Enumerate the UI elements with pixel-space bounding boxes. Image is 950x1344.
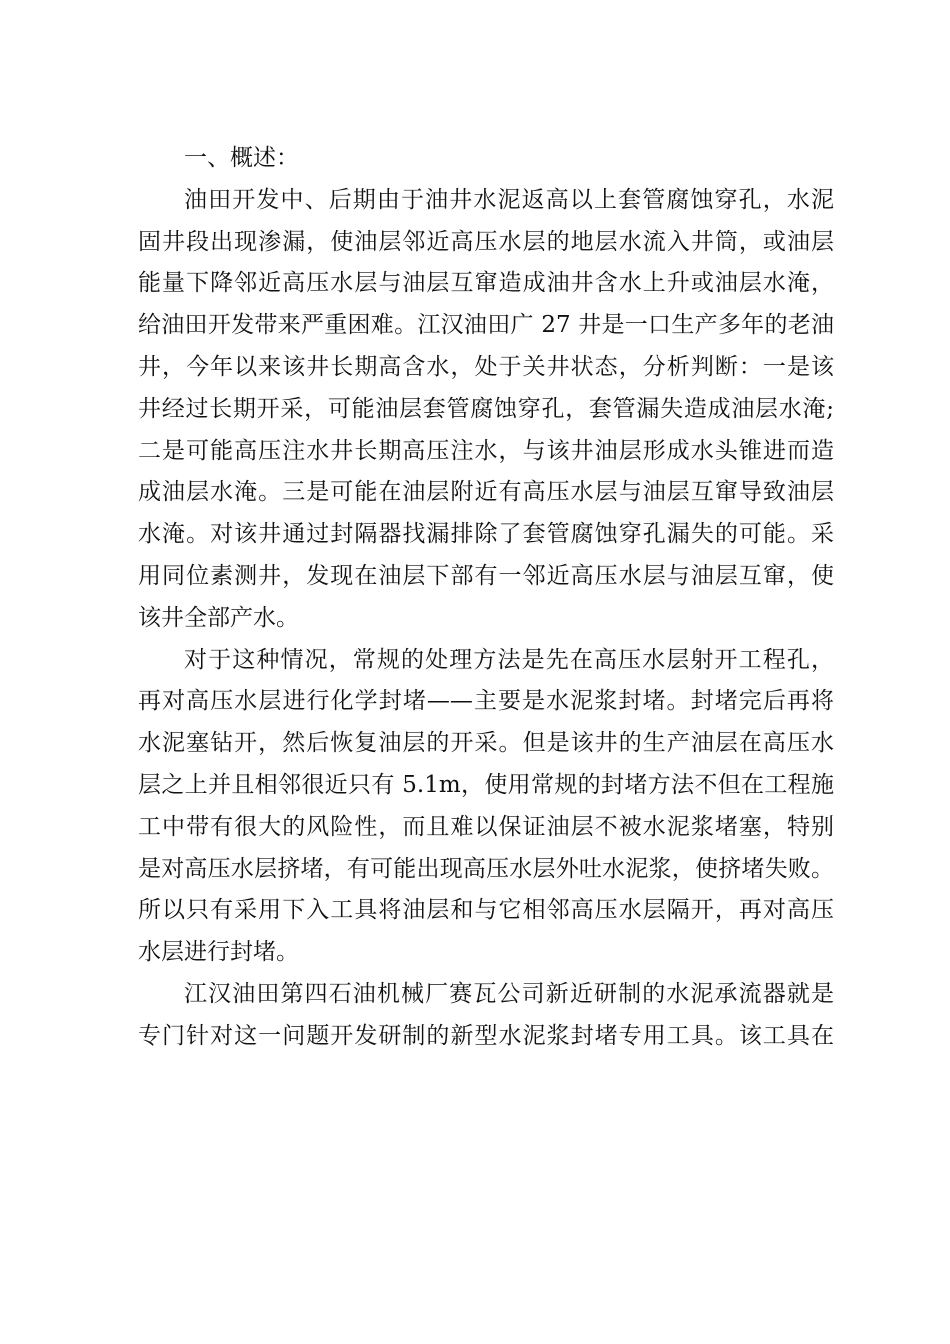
paragraph-line: 层之上并且相邻很近只有 5.1m，使用常规的封堵方法不但在工程施 [138,771,834,798]
paragraph-line: 对于这种情况，常规的处理方法是先在高压水层射开工程孔， [184,646,834,673]
paragraph-3 [138,974,834,1058]
paragraph-line: 是对高压水层挤堵，有可能出现高压水层外吐水泥浆，使挤堵失败。 [138,855,834,882]
paragraph-line: 油田开发中、后期由于油井水泥返高以上套管腐蚀穿孔，水泥 [184,186,834,213]
paragraph-1 [138,180,834,640]
paragraph-line: 给油田开发带来严重困难。江汉油田广 27 井是一口生产多年的老油 [138,312,834,339]
document-body [138,138,834,1058]
section-heading-wrapper [138,138,834,179]
paragraph-line: 专门针对这一问题开发研制的新型水泥浆封堵专用工具。该工具在 [138,1022,834,1049]
paragraph-line: 水泥塞钻开，然后恢复油层的开采。但是该井的生产油层在高压水 [138,730,834,757]
paragraph-line: 二是可能高压注水井长期高压注水，与该井油层形成水头锥进而造 [138,437,834,464]
paragraph-line: 固井段出现渗漏，使油层邻近高压水层的地层水流入井筒，或油层 [138,228,834,255]
paragraph-line: 水淹。对该井通过封隔器找漏排除了套管腐蚀穿孔漏失的可能。采 [138,521,834,548]
paragraph-line: 该井全部产水。 [138,604,299,631]
paragraph-line: 成油层水淹。三是可能在油层附近有高压水层与油层互窜导致油层 [138,479,834,506]
paragraph-line: 能量下降邻近高压水层与油层互窜造成油井含水上升或油层水淹， [138,270,834,297]
paragraph-line: 水层进行封堵。 [138,939,299,966]
paragraph-line: 井经过长期开采，可能油层套管腐蚀穿孔，套管漏失造成油层水淹; [138,395,834,422]
paragraph-line: 江汉油田第四石油机械厂赛瓦公司新近研制的水泥承流器就是 [184,980,834,1007]
paragraph-line: 再对高压水层进行化学封堵——主要是水泥浆封堵。封堵完后再将 [138,688,834,715]
section-heading: 一、概述： [184,145,299,171]
paragraph-line: 工中带有很大的风险性，而且难以保证油层不被水泥浆堵塞，特别 [138,813,834,840]
paragraph-line: 井，今年以来该井长期高含水，处于关井状态，分析判断：一是该 [138,353,834,380]
paragraph-2 [138,640,834,974]
paragraph-line: 所以只有采用下入工具将油层和与它相邻高压水层隔开，再对高压 [138,897,834,924]
paragraph-line: 用同位素测井，发现在油层下部有一邻近高压水层与油层互窜，使 [138,562,834,589]
